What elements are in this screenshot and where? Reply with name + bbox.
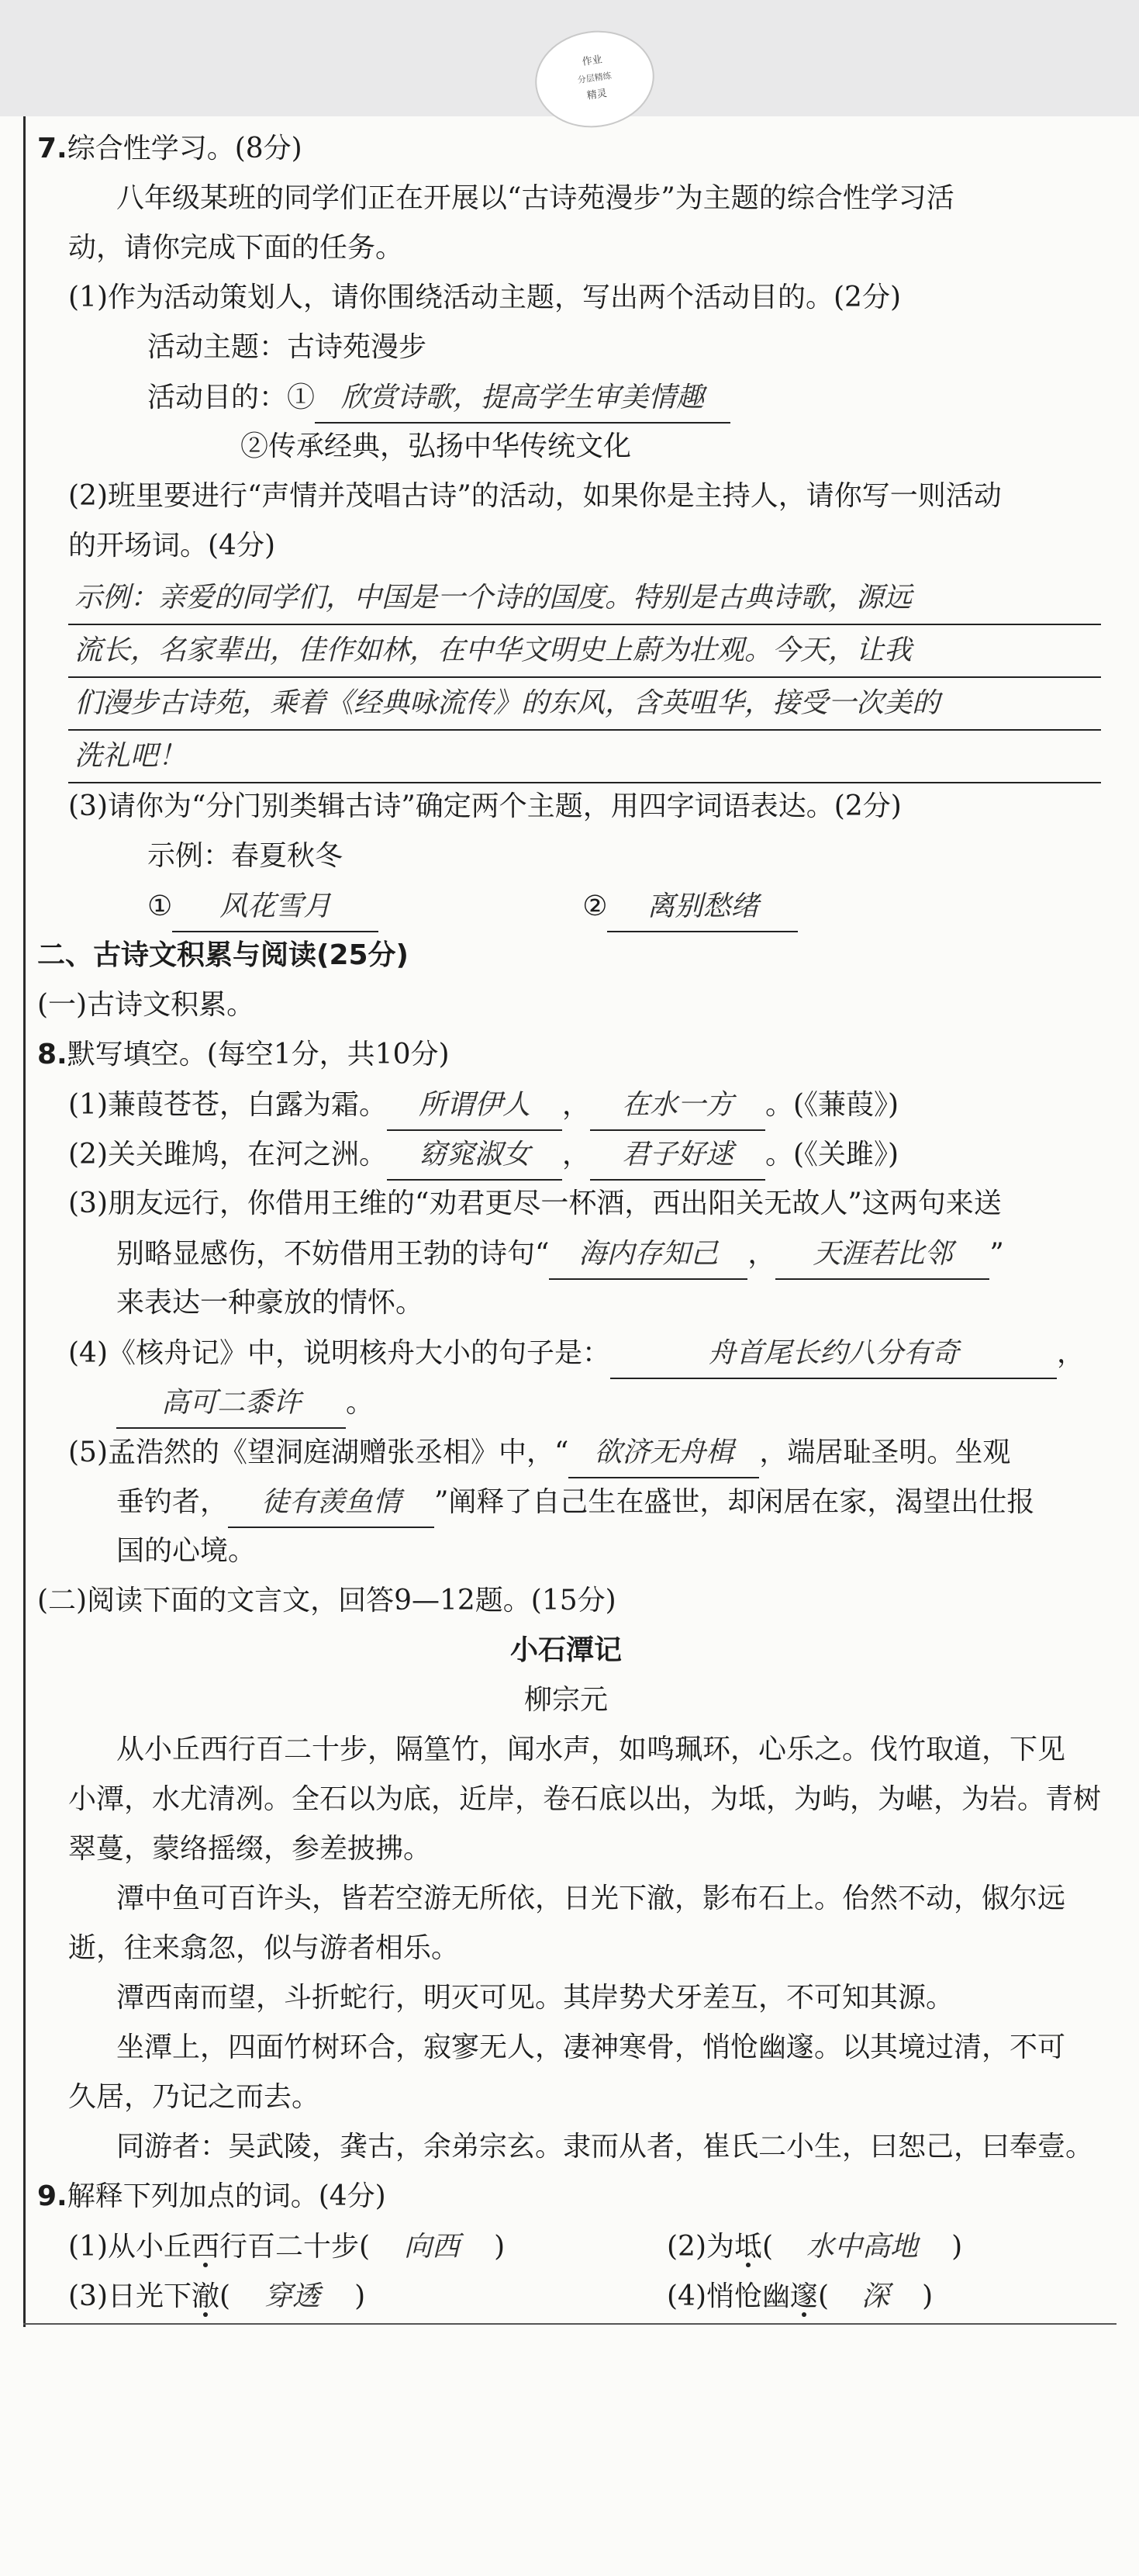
passage-text: 潭中鱼可百许头，皆若空游无所依，日光下澈，影布石上。佁然不动，俶尔远 (116, 1883, 1066, 1914)
q8-blank: 在水一方 (590, 1080, 765, 1131)
q7-sub1: (1)作为活动策划人，请你围绕活动主题，写出两个活动目的。(2分) (68, 282, 901, 313)
q9-row2 (31, 2271, 1101, 2321)
passage-author: 柳宗元 (523, 1684, 608, 1716)
q8-item4-line2: 高可二黍许 。 (31, 1378, 1101, 1427)
q9-item4: (4)悄怆幽邃( 深 ) (667, 2280, 934, 2312)
q8-item3-line1: (3)朋友远行，你借用王维的“劝君更尽一杯酒，西出阳关无故人”这两句来送 (68, 1188, 1002, 1219)
q8-item1: (1)蒹葭苍苍，白露为霜。 所谓伊人 ， 在水一方 。(《蒹葭》) (31, 1080, 1101, 1129)
q7-sub2-line2: 的开场词。(4分) (68, 530, 275, 562)
q9-item1: (1)从小丘西行百二十步( 向西 ) (68, 2231, 506, 2263)
passage-text: 潭西南而望，斗折蛇行，明灭可见。其岸势犬牙差互，不可知其源。 (116, 1982, 954, 2014)
q8-item3-line2: 别略显感伤，不妨借用王勃的诗句“ 海内存知己 ， 天涯若比邻 ” (31, 1229, 1101, 1278)
theme1-answer: 风花雪月 (172, 881, 378, 932)
worksheet-content (31, 124, 1101, 2321)
section-2-heading: 二、古诗文积累与阅读(25分) (37, 939, 409, 971)
q8-blank: 君子好逑 (590, 1129, 765, 1181)
svg-text:作业: 作业 (581, 54, 603, 68)
answer-line: 们漫步古诗苑，乘着《经典咏流传》的东风，含英咀华，接受一次美的 (31, 676, 1101, 729)
q7-sub3: (3)请你为“分门别类辑古诗”确定两个主题，用四字词语表达。(2分) (68, 790, 902, 822)
answer-line: 示例：亲爱的同学们，中国是一个诗的国度。特别是古典诗歌，源远 (31, 571, 1101, 624)
q8-blank: 天涯若比邻 (775, 1229, 989, 1280)
activity-purpose: 活动目的：① 欣赏诗歌，提高学生审美情趣 (31, 372, 1101, 422)
q8-item5-line3: 国的心境。 (116, 1535, 257, 1567)
q8-blank: 欲济无舟楫 (568, 1427, 759, 1478)
purpose1-answer: 欣赏诗歌，提高学生审美情趣 (315, 372, 730, 424)
q8-item5-line1: (5)孟浩然的《望洞庭湖赠张丞相》中，“ 欲济无舟楫 ，端居耻圣明。坐观 (31, 1427, 1101, 1477)
passage-text: 坐潭上，四面竹树环合，寂寥无人，凄神寒骨，悄怆幽邃。以其境过清，不可 (116, 2031, 1066, 2063)
q8-blank: 舟首尾长约八分有奇 (610, 1328, 1057, 1379)
subsection-1-heading: (一)古诗文积累。 (37, 989, 255, 1021)
q8-blank: 高可二黍许 (116, 1378, 346, 1429)
q7-title: 7.综合性学习。(8分) (37, 133, 302, 164)
theme2-answer: 离别愁绪 (607, 881, 798, 932)
q7-intro-line2: 动，请你完成下面的任务。 (68, 232, 404, 264)
answer-line: 流长，名家辈出，佳作如林，在中华文明史上蔚为壮观。今天，让我 (31, 624, 1101, 676)
q7-example: 示例：春夏秋冬 (147, 840, 343, 872)
q7-sub2-line1: (2)班里要进行“声情并茂唱古诗”的活动，如果你是主持人，请你写一则活动 (68, 480, 1002, 512)
q8-blank: 所谓伊人 (387, 1080, 562, 1131)
q8-blank: 徒有羡鱼情 (228, 1477, 434, 1528)
svg-text:分层精练: 分层精练 (577, 71, 613, 86)
activity-theme: 活动主题：古诗苑漫步 (147, 331, 427, 363)
q8-item4: (4)《核舟记》中，说明核舟大小的句子是： 舟首尾长约八分有奇 ， (31, 1328, 1101, 1378)
bottom-rule (23, 2323, 1117, 2325)
passage-text: 翠蔓，蒙络摇缀，参差披拂。 (68, 1833, 432, 1865)
passage-text: 同游者：吴武陵，龚古，余弟宗玄。隶而从者，崔氏二小生，曰恕己，曰奉壹。 (116, 2131, 1094, 2163)
q8-item3-line3: 来表达一种豪放的情怀。 (116, 1287, 424, 1319)
passage-title: 小石潭记 (509, 1634, 622, 1666)
answer-line: 洗礼吧！ (31, 729, 1101, 782)
q9-row1 (31, 2222, 1101, 2271)
q7-intro-line1: 八年级某班的同学们正在开展以“古诗苑漫步”为主题的综合性学习活 (116, 182, 954, 214)
q8-blank: 窈窕淑女 (387, 1129, 562, 1181)
q8-item2: (2)关关雎鸠，在河之洲。 窈窕淑女 ， 君子好逑 。(《关雎》) (31, 1129, 1101, 1179)
q9-item3: (3)日光下澈( 穿透 ) (68, 2280, 366, 2312)
left-margin-rule (23, 116, 26, 2327)
q9-title: 9.解释下列加点的词。(4分) (37, 2180, 386, 2212)
passage-text: 久居，乃记之而去。 (68, 2081, 320, 2113)
stamp-logo-icon (533, 42, 655, 112)
q7-sub3-answers: ① 风花雪月 ② 离别愁绪 (31, 881, 1101, 931)
passage-text: 从小丘西行百二十步，隔篁竹，闻水声，如鸣珮环，心乐之。伐竹取道，下见 (116, 1734, 1066, 1765)
subsection-2-heading: (二)阅读下面的文言文，回答9—12题。(15分) (37, 1585, 616, 1616)
passage-text: 逝，往来翕忽，似与游者相乐。 (68, 1932, 460, 1964)
q8-blank: 海内存知己 (549, 1229, 747, 1280)
svg-text:精灵: 精灵 (585, 88, 608, 102)
passage-text: 小潭，水尤清冽。全石以为底，近岸，卷石底以出，为坻，为屿，为嵁，为岩。青树 (68, 1783, 1102, 1815)
q9-item2: (2)为坻( 水中高地 ) (667, 2231, 963, 2263)
activity-purpose-2: ②传承经典，弘扬中华传统文化 (240, 430, 632, 462)
q8-item5-line2: 垂钓者， 徒有羡鱼情 ”阐释了自己生在盛世，却闲居在家，渴望出仕报 (31, 1477, 1101, 1527)
q8-title: 8.默写填空。(每空1分，共10分) (37, 1039, 450, 1070)
